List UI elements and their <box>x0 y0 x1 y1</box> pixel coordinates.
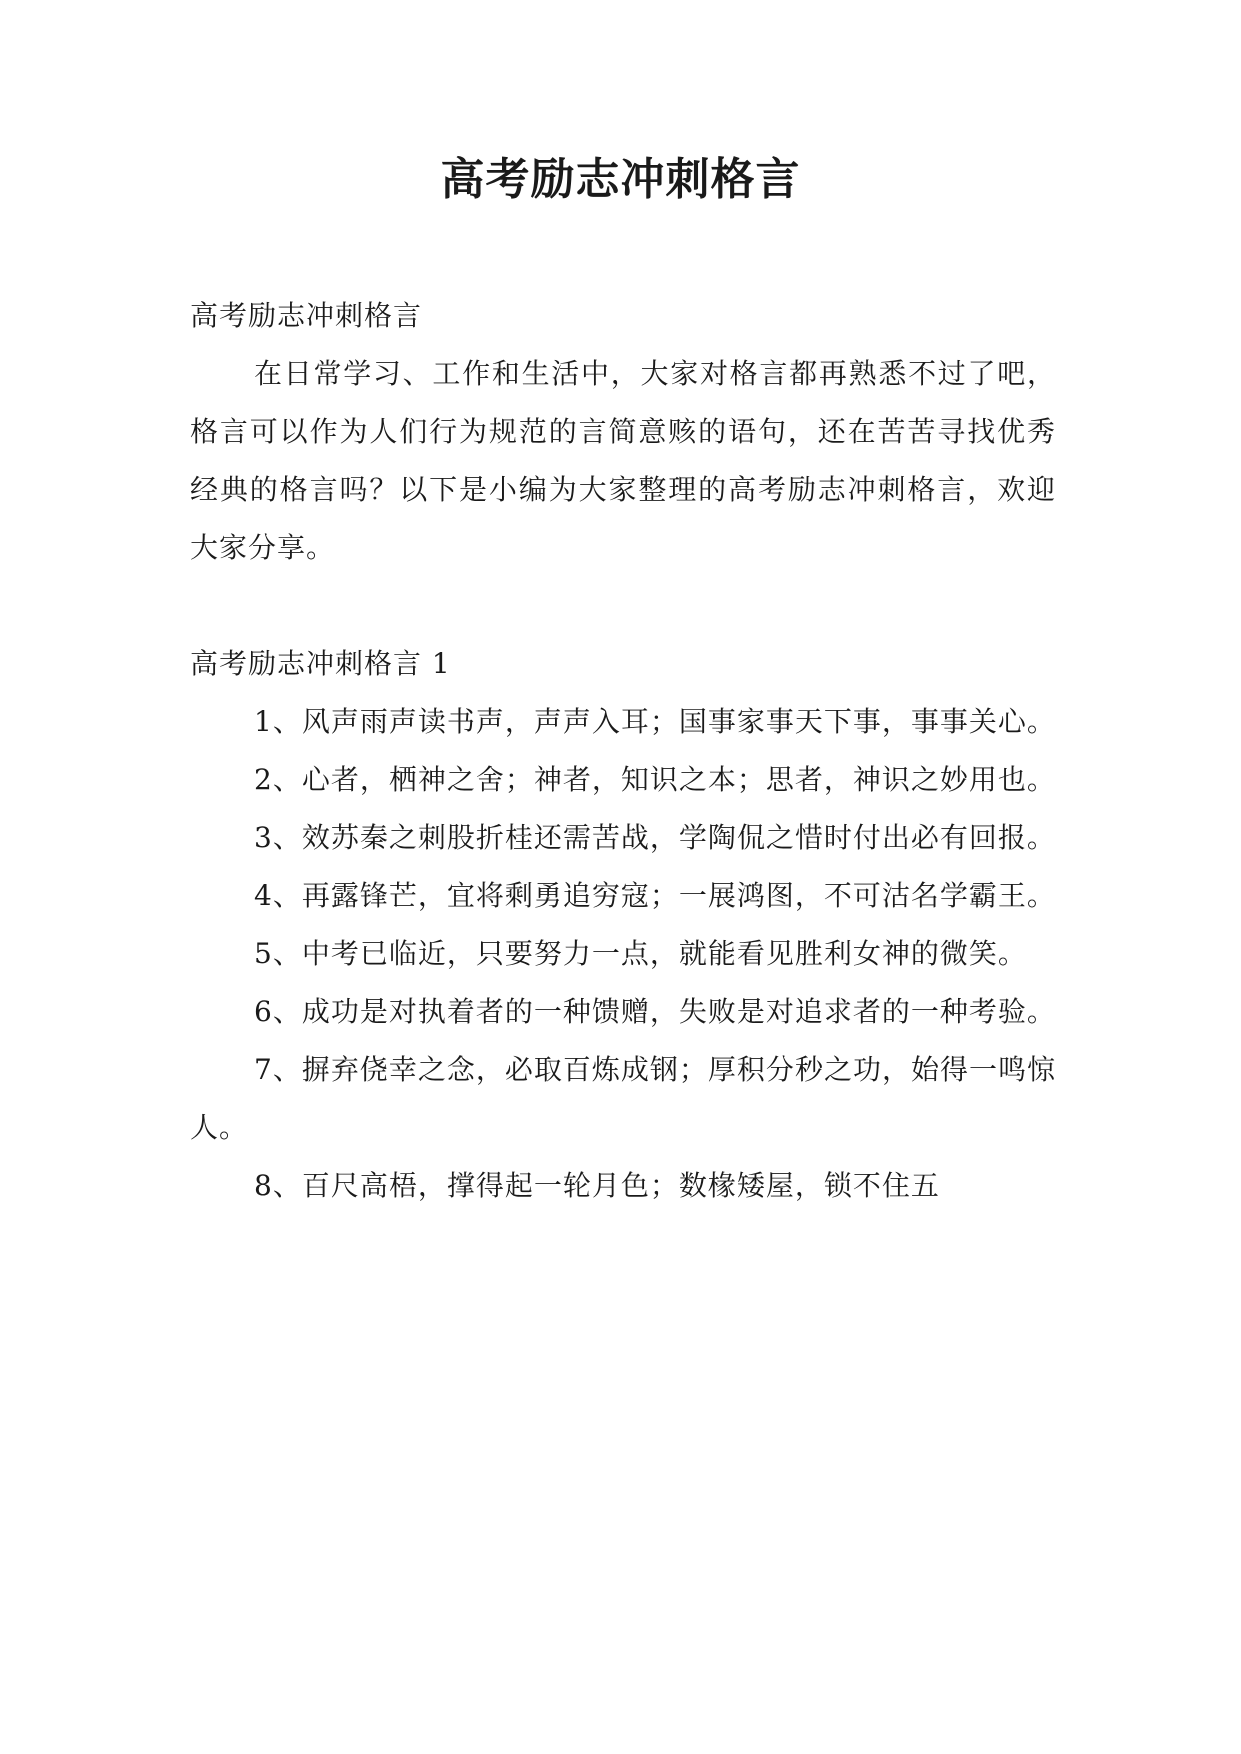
motto-item-4: 4、再露锋芒，宜将剩勇追穷寇；一展鸿图，不可沽名学霸王。 <box>254 879 1056 912</box>
document-subtitle: 高考励志冲刺格言 <box>190 299 423 332</box>
intro-paragraph: 在日常学习、工作和生活中，大家对格言都再熟悉不过了吧，格言可以作为人们行为规范的言简意赅的语句，还在苦苦寻找优秀经典的格言吗？以下是小编为大家整理的高考励志冲刺格言，欢迎大家分享。 <box>190 357 1056 564</box>
document-body <box>190 287 1056 1215</box>
motto-item-3: 3、效苏秦之刺股折桂还需苦战，学陶侃之惜时付出必有回报。 <box>254 821 1056 854</box>
motto-item-6: 6、成功是对执着者的一种馈赠，失败是对追求者的一种考验。 <box>254 995 1056 1028</box>
motto-item-2: 2、心者，栖神之舍；神者，知识之本；思者，神识之妙用也。 <box>254 763 1056 796</box>
motto-item-1: 1、风声雨声读书声，声声入耳；国事家事天下事，事事关心。 <box>254 705 1056 738</box>
document-title: 高考励志冲刺格言 <box>440 154 801 205</box>
motto-item-5: 5、中考已临近，只要努力一点，就能看见胜利女神的微笑。 <box>254 937 1027 970</box>
section-heading: 高考励志冲刺格言 1 <box>190 647 451 680</box>
motto-item-8: 8、百尺高梧，撑得起一轮月色；数椽矮屋，锁不住五 <box>254 1169 940 1202</box>
motto-item-7: 7、摒弃侥幸之念，必取百炼成钢；厚积分秒之功，始得一鸣惊人。 <box>190 1053 1056 1144</box>
paragraph-spacer <box>190 577 1056 635</box>
